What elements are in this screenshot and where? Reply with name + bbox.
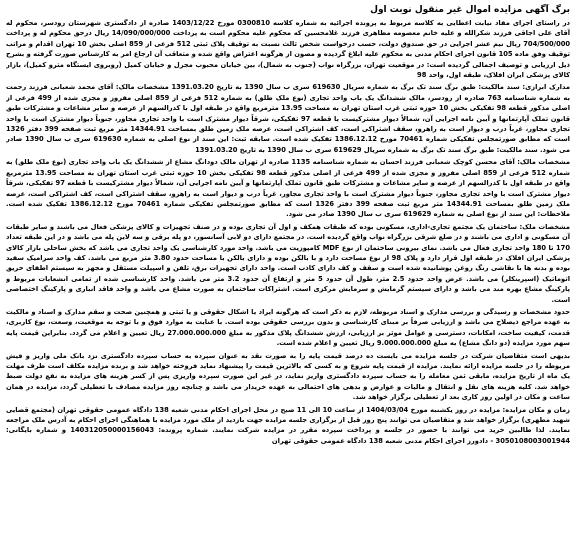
notice-title: برگ آگهی مزایده اموال غیر منقول نوبت اول (370, 5, 570, 15)
notice-paragraph-intro: در راستای اجرای مفاد نیابت اعطایی به کلاسه مربوط به پرونده اجرائیه به شماره کلاسه 0300810 مورخ 1403/12/22 صادره از دادگستری شهرستان رودسر، محکوم له آقای علی اجاقی فرزند شکرالله و علیه خانم معصومه مظاهری فرزند غلامحسین که محکوم علیه محکوم است به پرداخت 14/090/000/000 ریال درحق محکوم له و پرداخت 704/500/000 ریال نیم عشر اجرایی در حق صندوق دولت، حسب درخواست شخص ثالث نسبت به توقیف پلاک ثبتی 512 فرعی از 859 اصلی بخش 10 تهران اقدام و مراتب توقیف وفق ماده 105 قانون اجرای احکام مدنی به محکوم علیه ابلاغ گردیده و مصون از هرگونه اعتراض واقع شده و متعاقب آن ارجاع امر به کارشناس صورت گرفته و بشرح ذیل ارزیابی و توصیف اجمالی گردیده است: در موقعیت تهران، بزرگراه نواب (جنوب به شمال)، بین خیابان محبوب مجرل و خیابان کمیل (روبروی ایستگاه مترو کمیل)، بازار کالای پزشکی ایران افلاک، طبقه اول، واحد 98 (6, 19, 570, 80)
auction-notice-document (6, 4, 570, 547)
notice-paragraph-property-description: مشخصات ملک: ساختمان یک مجتمع تجاری-اداری، مسکونی بوده که طبقات همکف و اول آن تجاری بوده و در صنف تجهیزات و کالای پزشکی فعال می باشند و سایر طبقات آن مسکونی و اداری می باشند و در ضلع شرقی بزرگراه نواب واقع گردیده است. در مجتمع دارای دو لابی آسانسور، دو پله برقی و سه لاین پله می باشد و در این طبقه تعداد 170 تا 180 واحد تجاری فعال می باشد. نمای بیرونی ساختمان از نوع MDF کامپوزیت می باشد. واحد مورد کارشناسی یک واحد تجاری می باشد که بخش ساحلی بازار کالای پزشکی ایران افلاک در طبقه اول قرار دارد و پلاک 98 از نوع مساحت دارد و با بالکن بوده و دارای بالکن با مساحت حدود 3.80 متر مربع می باشد. کف واحد سرامیک سفید بوده و بدنه ها با نقاشی رنگ روغن پوشانیده شده است و سقف و کف دارای کاذب است. واحد دارای تجهیزات برق، تلفن و اسپیلت مستقل و مجهز به سیستم اطفای حریق اتوماتیک (اسپرینکلر) می باشد. عرض واحد حدود 2.5 متر، طول آن حدود 5 متر و ارتفاع آن حدود 3.2 متر می باشد. واحد کارشناسی شده از تمامی انشعابات مربوط و پارکینگ مشاع بهره مند می باشد و دارای سیستم گرمایش و سرمایش مرکزی است. اشتراکات ساختمان به صورت مشاع می باشد و واحد فاقد انباری و پارکینگ اختصاصی است. (6, 222, 570, 304)
notice-paragraph-deed-first-owner: مدارک ابرازی: سند مالکیت: طبق برگ سند تک برگ به شماره سریال 619630 سری ب سال 1390 به تاریخ 1391.03.20 مشخصات مالک: آقای محمد شعبانی فرزند رحمت به شماره شناسنامه 763 صادره از رودسر، مالک ششدانگ یک باب واحد تجاری (نوع ملک طلق) به شماره 512 فرعی از 859 اصلی مفروز و مجزی شده از 499 فرعی از اصلی مذکور قطعه 98 تفکیکی بخش 10 حوزه ثبتی غرب استان تهران به مساحت 13.95 مترمربع واقع در طبقه اول با کدرالسهم از عرصه و سایر مشاعات و مشترکات طبق قانون تملک آپارتمانها و آیین نامه اجرایی آن، شمالاً دیوار مشترکیست با قطعه 97 تفکیکی، شرقاً دیوار مشترک است با واحد تجاری مجاور، جنوباً دیوار مشترک است با واحد تجاری مجاور، غرباً درب و دیوار است به راهرو، سقف اشتراکی است، کف اشتراکی است، عرصه ملک زمین طلق بمساحت 14344.91 متر مربع ثبت صفحه 399 دفتر 1326 است که مطابق صورتمجلس تفکیکی شماره 70461 مورخ 1386.12.12 تفکیک شده است. سابقه ثبت: این سند از نوع اصلی به شماره 619630 سری ب سال 1390 صادر می شود. سند مالکیت: طبق برگ سند تک برگ به شماره سریال 619629 سری ب سال 1390 به تاریخ 1391.03.20 (6, 83, 570, 154)
notice-paragraph-auction-conditions: بدیهی است متقاضیان شرکت در جلسه مزایده می بایست ده درصد قیمت پایه را به صورت نقد به عنوان سپرده به حساب سپرده دادگستری نزد بانک ملی واریز و فیش مربوطه را در جلسه مزایده ارائه نمایند. مزایده از قیمت پایه شروع و به کسی که بالاترین قیمت را پیشنهاد نماید فروخته خواهد شد و برنده مزایده مکلف است ظرف مهلت یک ماه از تاریخ مزایده، مابقی ثمن معامله را به حساب سپرده دادگستری واریز نماید، در غیر این صورت سپرده واریزی پس از کسر هزینه های مزایده به نفع دولت ضبط خواهد شد. کلیه هزینه های نقل و انتقال و مالیات و عوارض و بدهی های احتمالی به عهده خریدار می باشد و چنانچه روز مزایده مصادف با تعطیلی گردد، مزایده در همان ساعت و مکان در اولین روز کاری بعد از تعطیلی برگزار خواهد شد. (6, 351, 570, 402)
notice-paragraph-auction-time-place: زمان و مکان مزایده: مزایده در روز یکشنبه مورخ 1404/03/04 از ساعت 10 الی 11 صبح در محل اجرای احکام مدنی شعبه 138 دادگاه عمومی حقوقی تهران (مجتمع قضایی شهید مطهری) برگزار خواهد شد و متقاضیان می توانند پنج روز قبل از برگزاری جلسه مزایده جهت بازدید از ملک مورد مزایده با هماهنگی اجرای احکام به آدرس ملک مراجعه نمایند. لذا طالبین خرید می توانند با حضور در جلسه و پرداخت سپرده مقرر در مزایده شرکت نمایند. شماره پرونده: 140312050000156043 و شماره بایگانی: 3050108003001944 - دادورز اجرای احکام مدنی شعبه 138 دادگاه عمومی حقوقی تهران (6, 405, 570, 445)
notice-paragraph-valuation: حدود مشخصات و رسیدگی و بررسی مدارک و اسناد مربوطه، لازم به ذکر است که هرگونه ایراد یا اشکال حقوقی و یا ثبتی و همچنین صحت و سقم مدارک و اسناد و مالکیت به عهده مراجع ذیصلاح می باشد و ارزیابی صرفاً بر مبنای کارشناسی و بدون بررسی حقوقی بوده است. با عنایت به موارد فوق و با توجه به موقعیت، وسعت، نوع کاربری، قدمت، کیفیت ساخت، امکانات، دسترسی و عوامل موثر بر ارزیابی، ارزش ششدانگ پلاک مذکور به مبلغ 27.000.000.000 ریال تعیین و اعلام می گردد. بنابراین قیمت پایه سهم مورد مزایده (دو دانگ مشاع) به مبلغ 9.000.000.000 ریال تعیین و اعلام شده است. (6, 307, 570, 348)
notice-paragraph-deed-second-owner: مشخصات مالک: آقای محسن کوچک شعبانی فرزند احسان به شماره شناسنامه 1135 صادره از تهران مالک دودانگ مشاع از ششدانگ یک باب واحد تجاری (نوع ملک طلق) به شماره 512 فرعی از 859 اصلی مفروز و مجزی شده از 499 فرعی از اصلی مذکور قطعه 98 تفکیکی بخش 10 حوزه ثبتی غرب استان تهران به مساحت 13.95 مترمربع واقع در طبقه اول با کدرالسهم از عرصه و سایر مشاعات و مشترکات طبق قانون تملک آپارتمانها و آیین نامه اجرایی آن، شمالاً دیوار مشترکیست با قطعه 97 تفکیکی، شرقاً دیوار مشترک است با واحد تجاری مجاور، جنوباً دیوار مشترک است با واحد تجاری مجاور، غرباً درب و دیوار است به راهرو، سقف اشتراکی است، کف اشتراکی است، عرصه ملک زمین طلق بمساحت 14344.91 متر مربع ثبت صفحه 399 دفتر 1326 است که مطابق صورتمجلس تفکیکی شماره 70461 مورخ 1386.12.12 تفکیک شده است. ملاحظات: این سند از نوع اصلی به شماره 619629 سری ب سال 1390 صادر می شود. (6, 158, 570, 219)
